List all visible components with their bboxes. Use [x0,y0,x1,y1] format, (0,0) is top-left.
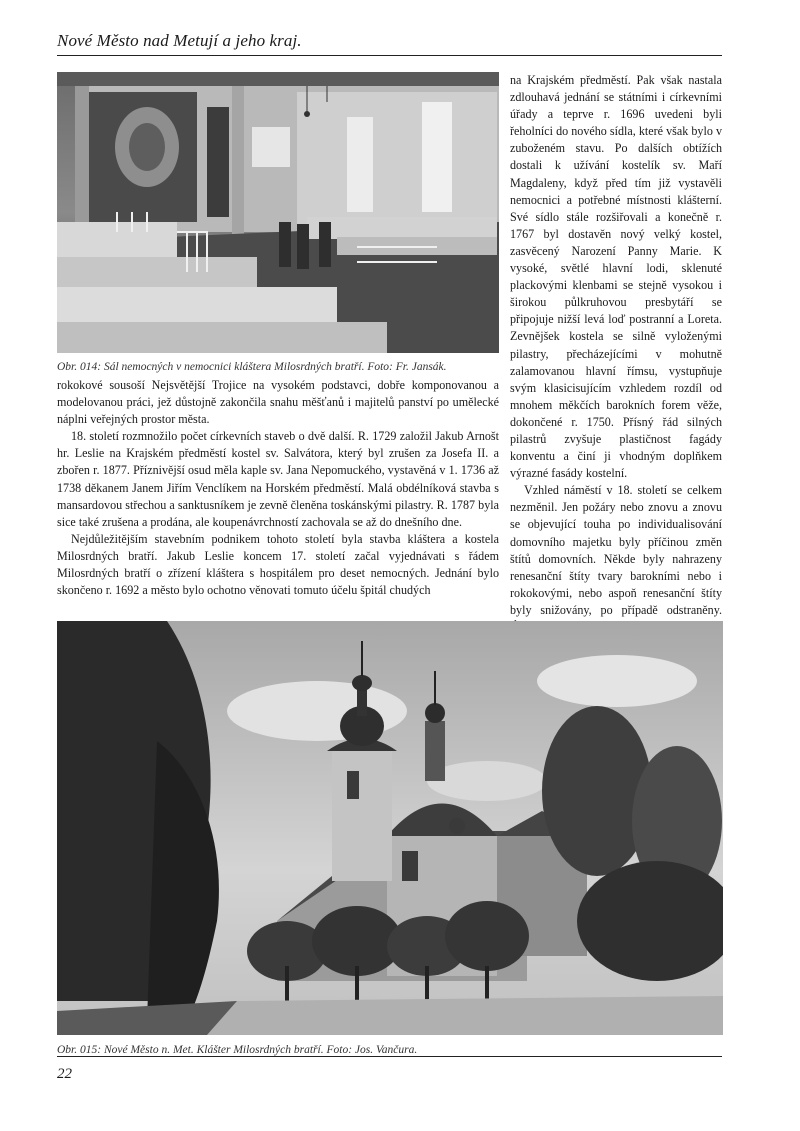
paragraph: na Krajském předměstí. Pak však nastala zdlouhavá jednání se státními i církevními úřady a teprve r. 1696 uvedeni byli řeholníci do nového sídla, které však bylo v zuboženém stavu. Po dalších obtížích dostali k užívání kostelík sv. Maří Magdaleny, když před tím již vystavěli nemocnici a potřebné místnosti klášterní. Své sídlo stále rozšiřovali a konečně r. 1767 byl dostavěn nový velký kostel, zasvěcený Narození Panny Marie. K vysoké, světlé hlavní lodi, sklenuté plackovými klenbami se stejně vysokou i širokou půlkruhovou presbytáří se připojuje nižší levá loď postranní a Loreta. Zevnějšek kostela se silně vyloženými pilastry, přecházejícími v mohutně zalamovanou hlavní římsu, vystupňuje svým klasicisujícím vzhledem rozdíl od mnohem měkčích barokních forem věže, dokončené r. 1750. Přísný řád silných pilastrů zvyšuje plastičnost fagády konventu a činí ji vhodným doplňkem výrazné fasády kostelní. [510,73,722,481]
page-number: 22 [57,1066,72,1082]
header-divider [57,55,722,56]
paragraph: Vzhled náměstí v 18. století se celkem nezměnil. Jen požáry nebo znovu a znovu se objevující touha po individualisování domovního majetku byly příčinou změn štítů domovních. Někde byly nahrazeny renesanční štíty tvary barokními nebo i rokokovými, nebo aspoň renesanční štíty byly snižovány, po případě odstraněny. [510,483,722,617]
paragraph: rokokové sousoší Nejsvětější Trojice na vysokém podstavci, dobře komponovanou a modelovanou práci, jež důstojně zakončila snahu měšťanů i majitelů panství po umělecké náplni veřejných prostor města. [57,378,499,427]
left-text-column [57,377,499,599]
paragraph: 18. století rozmnožilo počet církevních staveb o dvě další. R. 1729 založil Jakub Arnošt hr. Leslie na Krajském předměstí kostel sv. Salvátora, který byl zrušen za Josefa II. a zbořen r. 1877. Příznivější osud měla kaple sv. Jana Nepomuckého, vystavěná v 1. 1736 až 1738 děkanem Janem Jiřím Venclíkem na Horském předměstí. Malá obdélníková stavba s mansardovou střechou a sanktusníkem je zevně členěna toskánskými pilastry. R. 1787 byla sice také zrušena a prodána, ale koupenávrchností zachovala se až do dnešního dne. [57,429,499,529]
running-header: Nové Město nad Metují a jeho kraj. [57,31,302,50]
figure-015-caption: Obr. 015: Nové Město n. Met. Klášter Milosrdných bratří. Foto: Jos. Vančura. [57,1044,418,1056]
footer-divider [57,1056,722,1057]
hospital-ward-photo [57,72,499,353]
monastery-photo [57,621,723,1035]
figure-014-caption: Obr. 014: Sál nemocných v nemocnici kláštera Milosrdných bratří. Foto: Fr. Jansák. [57,361,447,373]
paragraph: Nejdůležitějším stavebním podnikem tohoto století byla stavba kláštera a kostela Milosrdných bratří. Jakub Leslie koncem 17. století začal vyjednávati s řádem Milosrdných bratří o zřízení kláštera s hospitálem pro deset nemocných. Jednání bylo skončeno r. 1692 a město bylo ochotno věnovati tomuto účelu špitál chudých [57,531,499,598]
right-text-column [510,72,722,636]
